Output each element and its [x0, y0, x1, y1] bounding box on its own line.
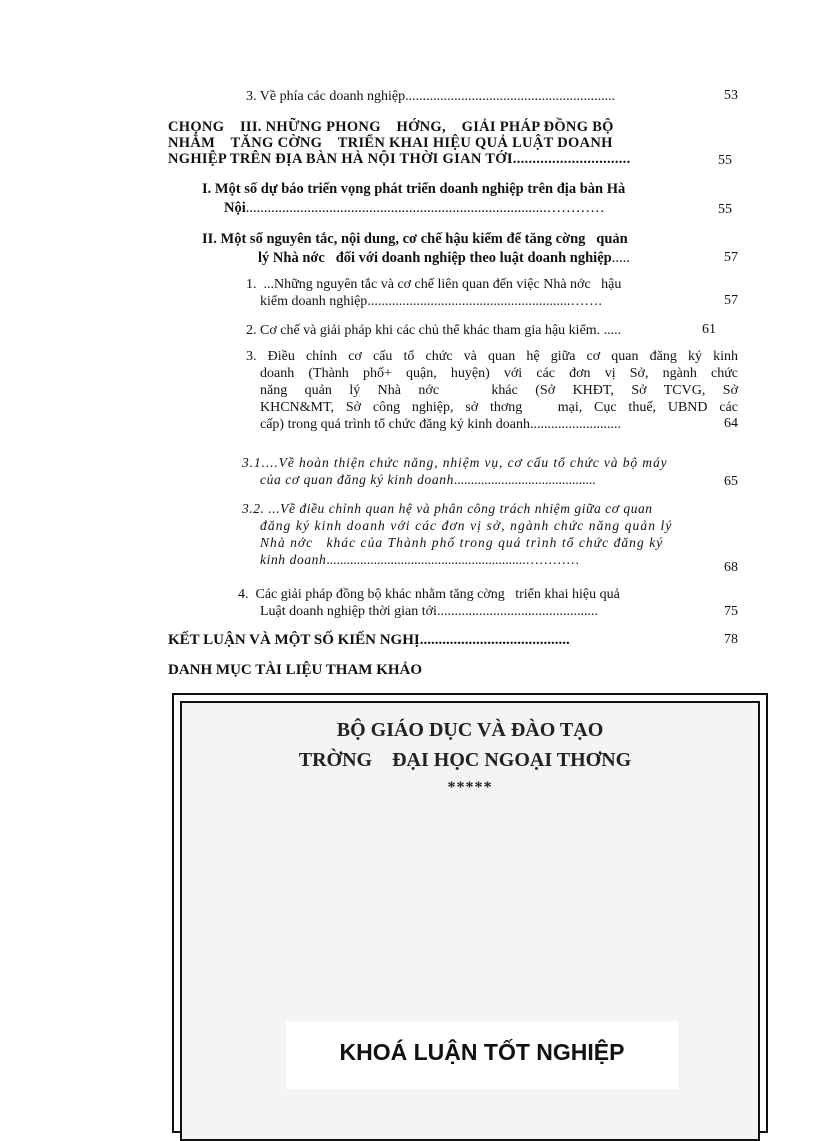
conclusion-text: KẾT LUẬN VÀ MỘT SỐ KIẾN NGHỊ [168, 632, 420, 648]
cover-university: TRỜNG ĐẠI HỌC NGOẠI THƠNG [298, 749, 632, 771]
sub-line: Nhà nớc khác của Thành phố trong quá trình tổ chức đăng ký [260, 535, 664, 550]
page-number: 53 [724, 88, 738, 103]
sub-line: năng quản lý Nhà nớc khác (Sở KHĐT, Sở TCVG, Sở [260, 383, 738, 398]
sub-line: 3.1....Về hoàn thiện chức năng, nhiệm vụ, cơ cấu tổ chức và bộ máy [242, 455, 668, 470]
cover-stars: ***** [447, 779, 493, 796]
page-number: 68 [724, 560, 738, 575]
cover-page-inner-frame [180, 701, 760, 1141]
toc-leader-dots: ...................................................................................………… [245, 200, 605, 216]
section-line: lý Nhà nớc đối với doanh nghiệp theo luật doanh nghiệp [258, 250, 612, 266]
toc-conclusion [168, 632, 708, 649]
page-number: 75 [724, 604, 738, 619]
cover-page-frame [172, 693, 768, 1133]
toc-references [168, 662, 708, 679]
chapter-line: NHẰM TĂNG CỜNG TRIỂN KHAI HIỆU QUẢ LUẬT DOANH [168, 135, 613, 151]
section-line: I. Một số dự báo triển vọng phát triển doanh nghiệp trên địa bàn Hà [202, 181, 626, 197]
cover-title: KHOÁ LUẬN TỐT NGHIỆP [339, 1039, 625, 1065]
toc-sub-2 [246, 322, 716, 339]
toc-leader-dots: ..... [611, 250, 630, 266]
toc-leader-dots: ..........................................................……. [367, 294, 602, 309]
page-number: 78 [724, 632, 738, 647]
toc-section-2 [202, 230, 762, 268]
page-number: 61 [702, 322, 716, 337]
sub-line: Luật doanh nghiệp thời gian tới [260, 604, 437, 619]
toc-leader-dots: ............................................................ [405, 89, 616, 104]
section-line: Nội [224, 200, 246, 216]
toc-leader-dots: .......................... [530, 417, 622, 432]
chapter-line: NGHIỆP TRÊN ĐỊA BÀN HÀ NỘI THỜI GIAN TỚI [168, 151, 513, 167]
cover-ministry: BỘ GIÁO DỤC VÀ ĐÀO TẠO [336, 719, 604, 741]
page-number: 55 [718, 153, 732, 168]
toc-sub-4 [238, 586, 738, 620]
sub-line: kiểm doanh nghiệp [260, 294, 368, 309]
sub-line: cấp) trong quá trình tổ chức đăng ký kinh doanh [260, 417, 531, 432]
sub-line: doanh (Thành phố+ quận, huyện) với các đơn vị Sở, ngành chức [260, 366, 738, 381]
toc-item-text: 3. Về phía các doanh nghiệp [246, 89, 406, 104]
sub-line: 4. Các giải pháp đồng bộ khác nhằm tăng cờng triển khai hiệu quả [238, 587, 620, 602]
toc-leader-dots: .......................................... [453, 472, 596, 487]
section-line: II. Một số nguyên tắc, nội dung, cơ chế hậu kiểm để tăng cờng quản [202, 231, 628, 247]
toc-sub-1 [246, 276, 736, 310]
chapter-line: CHỌNG III. NHỮNG PHONG HỚNG, GIẢI PHÁP ĐỒNG BỘ [168, 119, 614, 135]
toc-leader-dots: ...........................................................………… [326, 552, 580, 567]
sub-line: KHCN&MT, Sở công nghiệp, sở thơng mại, Cục thuế, UBND các [260, 400, 738, 415]
toc-leader-dots: .............................. [512, 151, 631, 167]
toc-sub-3 [246, 348, 738, 433]
sub-line: 1. ...Những nguyên tắc và cơ chế liên quan đến việc Nhà nớc hậu [246, 277, 622, 292]
page-number: 57 [724, 250, 738, 265]
page-number: 57 [724, 293, 738, 308]
sub-line: đăng ký kinh doanh với các đơn vị sở, ngành chức năng quản lý [260, 518, 673, 533]
toc-leader-dots: .............................................. [436, 604, 598, 619]
references-text: DANH MỤC TÀI LIỆU THAM KHẢO [168, 662, 423, 678]
sub-line: kinh doanh [260, 552, 327, 567]
toc-item-3 [246, 88, 716, 105]
toc-sub-3-2 [242, 500, 738, 568]
page-number: 64 [724, 416, 738, 431]
toc-sub-3-1 [242, 454, 738, 488]
sub-line: 3. Điều chỉnh cơ cấu tổ chức và quan hệ giữa cơ quan đăng ký kinh [246, 349, 738, 364]
page-number: 55 [718, 202, 732, 217]
sub-line: của cơ quan đăng ký kinh doanh [260, 472, 454, 487]
page-number: 65 [724, 474, 738, 489]
sub-line: 2. Cơ chế và giải pháp khi các chủ thể khác tham gia hậu kiểm. ..... [246, 323, 622, 338]
toc-section-1 [202, 180, 762, 218]
sub-line: 3.2. ...Về điều chỉnh quan hệ và phân công trách nhiệm giữa cơ quan [242, 501, 653, 516]
toc-chapter-3 [168, 119, 752, 167]
toc-leader-dots: ........................................ [419, 632, 570, 648]
cover-title-box [286, 1021, 678, 1089]
